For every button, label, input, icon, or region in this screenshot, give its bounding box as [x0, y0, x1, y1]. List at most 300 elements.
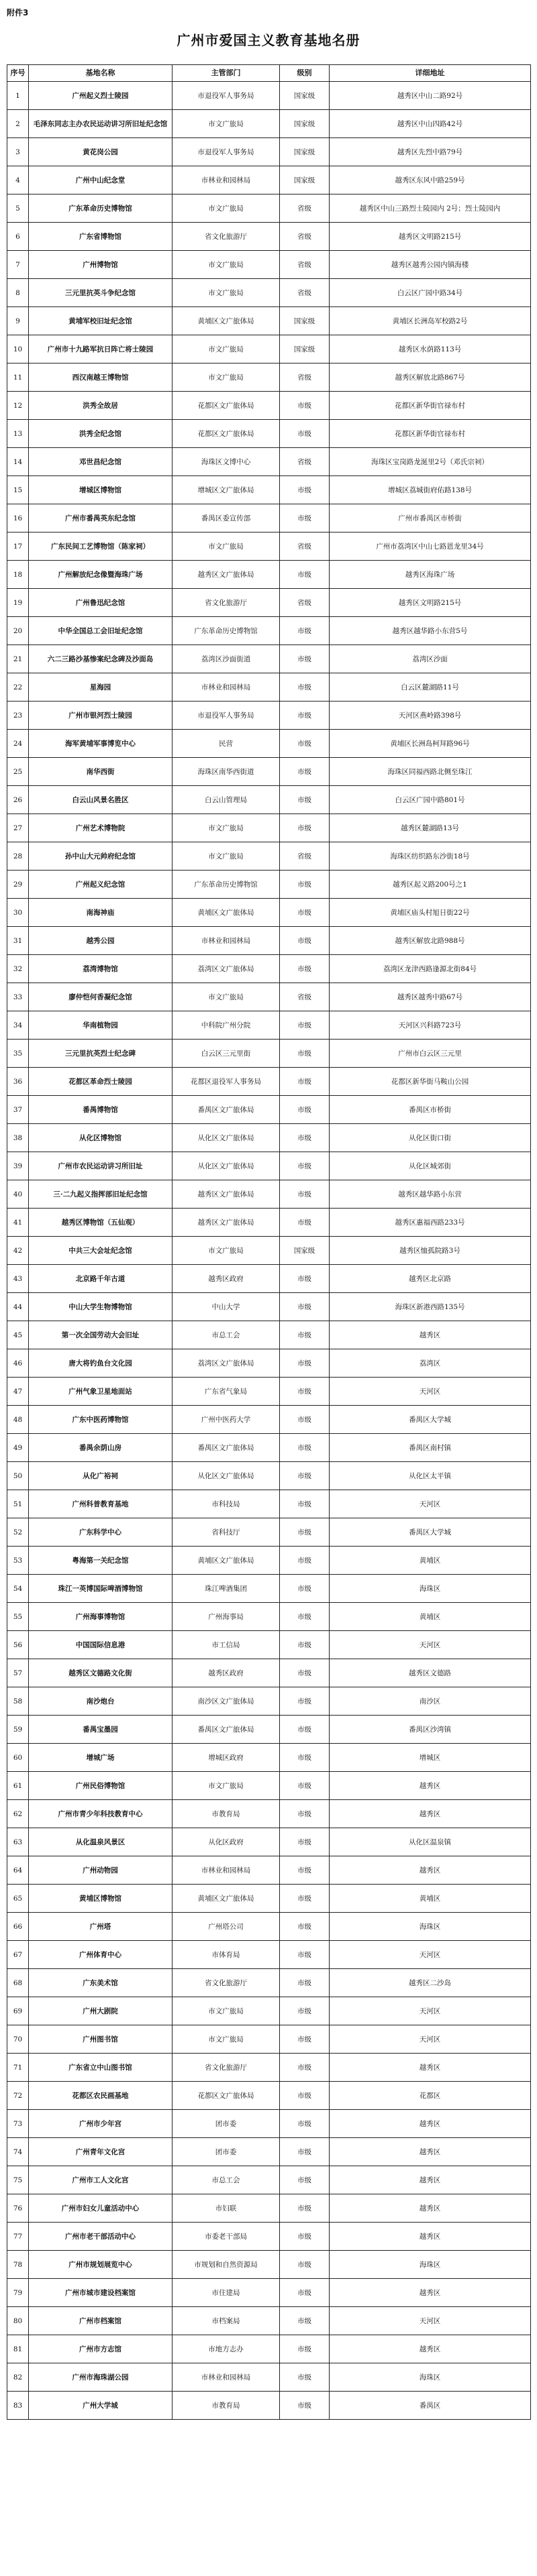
- cell-address: 花都区: [330, 2082, 531, 2110]
- cell-level: 市级: [280, 617, 330, 645]
- cell-department: 花都区文广旅体局: [173, 392, 280, 420]
- table-row: [7, 1124, 531, 1152]
- cell-base-name: 珠江一英博国际啤酒博物馆: [29, 1575, 173, 1603]
- cell-level: 市级: [280, 702, 330, 730]
- cell-level: 省级: [280, 251, 330, 279]
- table-row: [7, 1828, 531, 1856]
- cell-department: 市文广旅局: [173, 279, 280, 307]
- cell-number: 59: [7, 1716, 29, 1744]
- cell-department: 市林业和园林局: [173, 927, 280, 955]
- cell-level: 市级: [280, 1631, 330, 1659]
- cell-number: 79: [7, 2279, 29, 2307]
- cell-address: 越秀区: [330, 2279, 531, 2307]
- cell-address: 天河区: [330, 2307, 531, 2335]
- cell-number: 6: [7, 223, 29, 251]
- cell-base-name: 广州市工人文化宫: [29, 2166, 173, 2194]
- cell-base-name: 广东省立中山图书馆: [29, 2054, 173, 2082]
- table-row: [7, 504, 531, 533]
- cell-number: 53: [7, 1547, 29, 1575]
- cell-level: 市级: [280, 1096, 330, 1124]
- cell-base-name: 广州青年文化宫: [29, 2138, 173, 2166]
- cell-address: 越秀区东风中路259号: [330, 166, 531, 194]
- cell-level: 市级: [280, 899, 330, 927]
- table-row: [7, 2138, 531, 2166]
- cell-number: 46: [7, 1349, 29, 1378]
- table-row: [7, 2251, 531, 2279]
- cell-level: 市级: [280, 1913, 330, 1941]
- cell-department: 团市委: [173, 2110, 280, 2138]
- cell-level: 国家级: [280, 138, 330, 166]
- cell-department: 从化区政府: [173, 1828, 280, 1856]
- cell-base-name: 广东省博物馆: [29, 223, 173, 251]
- table-row: [7, 842, 531, 871]
- cell-address: 广州市荔湾区中山七路恩龙里34号: [330, 533, 531, 561]
- cell-address: 荔湾区沙面: [330, 645, 531, 673]
- table-row: [7, 1068, 531, 1096]
- cell-address: 天河区燕岭路398号: [330, 702, 531, 730]
- cell-department: 市文广旅局: [173, 110, 280, 138]
- cell-base-name: 广州市青少年科技教育中心: [29, 1800, 173, 1828]
- cell-number: 7: [7, 251, 29, 279]
- table-row: [7, 1293, 531, 1321]
- table-row: [7, 1321, 531, 1349]
- cell-address: 越秀区文明路215号: [330, 223, 531, 251]
- cell-number: 19: [7, 589, 29, 617]
- cell-number: 55: [7, 1603, 29, 1631]
- cell-base-name: 海军黄埔军事博览中心: [29, 730, 173, 758]
- cell-department: 番禺区文广旅体局: [173, 1716, 280, 1744]
- cell-number: 42: [7, 1237, 29, 1265]
- cell-department: 市文广旅局: [173, 1237, 280, 1265]
- cell-address: 番禺区南村镇: [330, 1434, 531, 1462]
- cell-level: 市级: [280, 1378, 330, 1406]
- cell-department: 市林业和园林局: [173, 2363, 280, 2392]
- cell-department: 市体育局: [173, 1941, 280, 1969]
- cell-department: 广东省气象局: [173, 1378, 280, 1406]
- cell-department: 广州塔公司: [173, 1913, 280, 1941]
- table-row: [7, 1265, 531, 1293]
- cell-department: 市文广旅局: [173, 814, 280, 842]
- table-row: [7, 1631, 531, 1659]
- cell-department: 中科院广州分院: [173, 1011, 280, 1040]
- cell-department: 市林业和园林局: [173, 1856, 280, 1885]
- cell-level: 省级: [280, 589, 330, 617]
- cell-base-name: 中华全国总工会旧址纪念馆: [29, 617, 173, 645]
- cell-address: 越秀区越秀中路67号: [330, 983, 531, 1011]
- cell-base-name: 广州民俗博物馆: [29, 1772, 173, 1800]
- table-row: [7, 166, 531, 194]
- cell-number: 8: [7, 279, 29, 307]
- cell-department: 中山大学: [173, 1293, 280, 1321]
- cell-number: 27: [7, 814, 29, 842]
- table-row: [7, 2392, 531, 2420]
- table-row: [7, 1800, 531, 1828]
- cell-level: 市级: [280, 814, 330, 842]
- cell-address: 广州市番禺区市桥街: [330, 504, 531, 533]
- cell-base-name: 广州市银河烈士陵园: [29, 702, 173, 730]
- cell-level: 市级: [280, 645, 330, 673]
- cell-number: 64: [7, 1856, 29, 1885]
- table-row: [7, 702, 531, 730]
- cell-address: 从化区太平镇: [330, 1462, 531, 1490]
- cell-level: 市级: [280, 871, 330, 899]
- cell-address: 海珠区新港西路135号: [330, 1293, 531, 1321]
- cell-address: 从化区温泉镇: [330, 1828, 531, 1856]
- cell-level: 市级: [280, 758, 330, 786]
- header-base-name: 基地名称: [29, 65, 173, 82]
- cell-department: 广东革命历史博物馆: [173, 871, 280, 899]
- cell-address: 越秀区越秀公园内镇海楼: [330, 251, 531, 279]
- cell-department: 市退役军人事务局: [173, 82, 280, 110]
- cell-base-name: 广州市档案馆: [29, 2307, 173, 2335]
- cell-department: 市地方志办: [173, 2335, 280, 2363]
- cell-base-name: 广州艺术博物院: [29, 814, 173, 842]
- cell-department: 越秀区文广旅体局: [173, 1180, 280, 1209]
- registry-table: [7, 64, 531, 2420]
- cell-address: 天河区兴科路723号: [330, 1011, 531, 1040]
- cell-base-name: 广州鲁迅纪念馆: [29, 589, 173, 617]
- table-row: [7, 1209, 531, 1237]
- cell-number: 5: [7, 194, 29, 223]
- cell-department: 广州中医药大学: [173, 1406, 280, 1434]
- cell-level: 市级: [280, 476, 330, 504]
- table-row: [7, 561, 531, 589]
- table-row: [7, 1687, 531, 1716]
- table-row: [7, 617, 531, 645]
- cell-department: 市文广旅局: [173, 1772, 280, 1800]
- table-row: [7, 251, 531, 279]
- cell-department: 市文广旅局: [173, 983, 280, 1011]
- cell-base-name: 广州市农民运动讲习所旧址: [29, 1152, 173, 1180]
- cell-address: 越秀区中山四路42号: [330, 110, 531, 138]
- cell-address: 越秀区越华路小东营: [330, 1180, 531, 1209]
- table-row: [7, 1772, 531, 1800]
- cell-department: 市退役军人事务局: [173, 702, 280, 730]
- cell-base-name: 黄埔区博物馆: [29, 1885, 173, 1913]
- cell-address: 海珠区: [330, 2251, 531, 2279]
- cell-level: 市级: [280, 2251, 330, 2279]
- cell-level: 市级: [280, 1209, 330, 1237]
- cell-number: 35: [7, 1040, 29, 1068]
- table-row: [7, 392, 531, 420]
- cell-address: 越秀区解放北路988号: [330, 927, 531, 955]
- cell-base-name: 唐大将钓鱼台文化园: [29, 1349, 173, 1378]
- cell-level: 市级: [280, 2166, 330, 2194]
- cell-number: 63: [7, 1828, 29, 1856]
- cell-level: 市级: [280, 1321, 330, 1349]
- cell-department: 越秀区政府: [173, 1659, 280, 1687]
- cell-number: 28: [7, 842, 29, 871]
- cell-department: 市文广旅局: [173, 251, 280, 279]
- cell-level: 市级: [280, 2082, 330, 2110]
- cell-level: 市级: [280, 1603, 330, 1631]
- cell-address: 从化区城郊街: [330, 1152, 531, 1180]
- table-row: [7, 1349, 531, 1378]
- cell-level: 国家级: [280, 82, 330, 110]
- cell-base-name: 北京路千年古道: [29, 1265, 173, 1293]
- cell-address: 从化区街口街: [330, 1124, 531, 1152]
- cell-level: 市级: [280, 2194, 330, 2223]
- cell-department: 民营: [173, 730, 280, 758]
- cell-department: 白云山管理局: [173, 786, 280, 814]
- cell-department: 市文广旅局: [173, 842, 280, 871]
- cell-base-name: 南华西街: [29, 758, 173, 786]
- cell-level: 省级: [280, 448, 330, 476]
- cell-level: 省级: [280, 983, 330, 1011]
- table-row: [7, 2194, 531, 2223]
- cell-level: 省级: [280, 842, 330, 871]
- cell-level: 国家级: [280, 307, 330, 335]
- cell-base-name: 广州市老干部活动中心: [29, 2223, 173, 2251]
- cell-address: 海珠区同福西路北侧至珠江: [330, 758, 531, 786]
- cell-address: 越秀区海珠广场: [330, 561, 531, 589]
- cell-address: 越秀区中山二路92号: [330, 82, 531, 110]
- cell-base-name: 广州市妇女儿童活动中心: [29, 2194, 173, 2223]
- cell-base-name: 广州塔: [29, 1913, 173, 1941]
- table-row: [7, 1941, 531, 1969]
- cell-number: 33: [7, 983, 29, 1011]
- cell-level: 国家级: [280, 166, 330, 194]
- cell-base-name: 越秀公园: [29, 927, 173, 955]
- table-row: [7, 955, 531, 983]
- cell-number: 4: [7, 166, 29, 194]
- table-row: [7, 1997, 531, 2025]
- table-row: [7, 110, 531, 138]
- table-row: [7, 1969, 531, 1997]
- cell-address: 越秀区先烈中路79号: [330, 138, 531, 166]
- cell-department: 从化区文广旅体局: [173, 1462, 280, 1490]
- cell-number: 12: [7, 392, 29, 420]
- cell-number: 20: [7, 617, 29, 645]
- cell-level: 国家级: [280, 110, 330, 138]
- attachment-label: 附件3: [7, 8, 29, 17]
- cell-base-name: 番禺余荫山房: [29, 1434, 173, 1462]
- cell-base-name: 中共三大会址纪念馆: [29, 1237, 173, 1265]
- cell-department: 荔湾区文广旅体局: [173, 1349, 280, 1378]
- cell-level: 国家级: [280, 335, 330, 363]
- table-row: [7, 814, 531, 842]
- header-number: 序号: [7, 65, 29, 82]
- cell-number: 51: [7, 1490, 29, 1518]
- cell-number: 60: [7, 1744, 29, 1772]
- table-row: [7, 1885, 531, 1913]
- cell-number: 10: [7, 335, 29, 363]
- cell-address: 番禺区沙湾镇: [330, 1716, 531, 1744]
- cell-base-name: 广州动物园: [29, 1856, 173, 1885]
- document-title: 广州市爱国主义教育基地名册: [177, 32, 360, 48]
- cell-address: 海珠区宝岗路龙涎里2号（邓氏宗祠）: [330, 448, 531, 476]
- cell-number: 65: [7, 1885, 29, 1913]
- table-row: [7, 2082, 531, 2110]
- cell-level: 市级: [280, 1772, 330, 1800]
- cell-department: 黄埔区文广旅体局: [173, 899, 280, 927]
- table-row: [7, 448, 531, 476]
- cell-number: 9: [7, 307, 29, 335]
- cell-number: 16: [7, 504, 29, 533]
- cell-number: 54: [7, 1575, 29, 1603]
- cell-department: 市工信局: [173, 1631, 280, 1659]
- cell-address: 天河区: [330, 1997, 531, 2025]
- cell-base-name: 三·二九起义指挥部旧址纪念馆: [29, 1180, 173, 1209]
- cell-number: 37: [7, 1096, 29, 1124]
- cell-base-name: 南海神庙: [29, 899, 173, 927]
- cell-department: 市文广旅局: [173, 363, 280, 392]
- cell-number: 17: [7, 533, 29, 561]
- header-department: 主管部门: [173, 65, 280, 82]
- cell-department: 市林业和园林局: [173, 166, 280, 194]
- cell-level: 市级: [280, 2307, 330, 2335]
- cell-base-name: 第一次全国劳动大会旧址: [29, 1321, 173, 1349]
- cell-level: 市级: [280, 1124, 330, 1152]
- cell-number: 68: [7, 1969, 29, 1997]
- cell-number: 73: [7, 2110, 29, 2138]
- cell-number: 69: [7, 1997, 29, 2025]
- cell-level: 市级: [280, 504, 330, 533]
- cell-address: 天河区: [330, 2025, 531, 2054]
- cell-number: 24: [7, 730, 29, 758]
- cell-address: 越秀区: [330, 2335, 531, 2363]
- cell-base-name: 粤海第一关纪念馆: [29, 1547, 173, 1575]
- cell-number: 22: [7, 673, 29, 702]
- cell-address: 番禺区大学城: [330, 1518, 531, 1547]
- cell-department: 黄埔区文广旅体局: [173, 1885, 280, 1913]
- cell-address: 越秀区麓湖路13号: [330, 814, 531, 842]
- cell-number: 72: [7, 2082, 29, 2110]
- table-row: [7, 1856, 531, 1885]
- cell-department: 珠江啤酒集团: [173, 1575, 280, 1603]
- cell-level: 市级: [280, 1040, 330, 1068]
- cell-base-name: 广州解放纪念像暨海珠广场: [29, 561, 173, 589]
- table-row: [7, 758, 531, 786]
- table-row: [7, 983, 531, 1011]
- cell-number: 31: [7, 927, 29, 955]
- cell-department: 白云区三元里街: [173, 1040, 280, 1068]
- table-row: [7, 589, 531, 617]
- cell-number: 43: [7, 1265, 29, 1293]
- cell-address: 越秀区北京路: [330, 1265, 531, 1293]
- cell-department: 省科技厅: [173, 1518, 280, 1547]
- cell-level: 市级: [280, 420, 330, 448]
- cell-number: 57: [7, 1659, 29, 1687]
- table-row: [7, 1490, 531, 1518]
- table-row: [7, 2025, 531, 2054]
- table-row: [7, 1378, 531, 1406]
- cell-level: 市级: [280, 1349, 330, 1378]
- cell-number: 74: [7, 2138, 29, 2166]
- cell-base-name: 黄花岗公园: [29, 138, 173, 166]
- table-row: [7, 1744, 531, 1772]
- cell-base-name: 花都区农民画基地: [29, 2082, 173, 2110]
- cell-number: 45: [7, 1321, 29, 1349]
- table-row: [7, 223, 531, 251]
- cell-address: 增城区荔城街府佑路138号: [330, 476, 531, 504]
- cell-number: 23: [7, 702, 29, 730]
- cell-address: 白云区广园中路34号: [330, 279, 531, 307]
- cell-address: 荔湾区: [330, 1349, 531, 1378]
- cell-department: 花都区退役军人事务局: [173, 1068, 280, 1096]
- cell-level: 市级: [280, 1180, 330, 1209]
- cell-base-name: 从化温泉风景区: [29, 1828, 173, 1856]
- cell-base-name: 广州市少年宫: [29, 2110, 173, 2138]
- cell-address: 黄埔区长洲岛柯拜路96号: [330, 730, 531, 758]
- cell-level: 市级: [280, 561, 330, 589]
- cell-address: 越秀区恤孤院路3号: [330, 1237, 531, 1265]
- cell-address: 越秀区: [330, 1772, 531, 1800]
- table-row: [7, 1406, 531, 1434]
- cell-address: 越秀区文德路: [330, 1659, 531, 1687]
- cell-level: 市级: [280, 2223, 330, 2251]
- cell-address: 越秀区水荫路113号: [330, 335, 531, 363]
- cell-address: 黄埔区庙头村旭日街22号: [330, 899, 531, 927]
- cell-number: 78: [7, 2251, 29, 2279]
- cell-base-name: 三元里抗英烈士纪念碑: [29, 1040, 173, 1068]
- cell-base-name: 南沙炮台: [29, 1687, 173, 1716]
- cell-base-name: 越秀区博物馆（五仙观）: [29, 1209, 173, 1237]
- cell-number: 36: [7, 1068, 29, 1096]
- cell-address: 白云区广园中路801号: [330, 786, 531, 814]
- cell-base-name: 广州体育中心: [29, 1941, 173, 1969]
- cell-department: 省文化旅游厅: [173, 223, 280, 251]
- cell-base-name: 广州起义烈士陵园: [29, 82, 173, 110]
- cell-level: 国家级: [280, 1237, 330, 1265]
- cell-address: 越秀区: [330, 2054, 531, 2082]
- cell-level: 省级: [280, 223, 330, 251]
- cell-department: 花都区文广旅体局: [173, 2082, 280, 2110]
- cell-number: 41: [7, 1209, 29, 1237]
- cell-number: 30: [7, 899, 29, 927]
- cell-department: 广州海事局: [173, 1603, 280, 1631]
- cell-level: 市级: [280, 673, 330, 702]
- cell-level: 市级: [280, 2025, 330, 2054]
- cell-base-name: 花都区革命烈士陵园: [29, 1068, 173, 1096]
- cell-department: 番禺区文广旅体局: [173, 1096, 280, 1124]
- table-row: [7, 673, 531, 702]
- cell-number: 52: [7, 1518, 29, 1547]
- cell-number: 83: [7, 2392, 29, 2420]
- cell-number: 25: [7, 758, 29, 786]
- table-row: [7, 899, 531, 927]
- cell-number: 71: [7, 2054, 29, 2082]
- table-row: [7, 1518, 531, 1547]
- cell-level: 市级: [280, 1406, 330, 1434]
- cell-base-name: 番禺宝墨园: [29, 1716, 173, 1744]
- table-row: [7, 476, 531, 504]
- cell-level: 市级: [280, 927, 330, 955]
- cell-number: 40: [7, 1180, 29, 1209]
- cell-level: 市级: [280, 1744, 330, 1772]
- cell-number: 34: [7, 1011, 29, 1040]
- cell-base-name: 荔湾博物馆: [29, 955, 173, 983]
- cell-number: 38: [7, 1124, 29, 1152]
- table-row: [7, 1040, 531, 1068]
- cell-number: 58: [7, 1687, 29, 1716]
- cell-base-name: 广州气象卫星地面站: [29, 1378, 173, 1406]
- cell-department: 黄埔区文广旅体局: [173, 1547, 280, 1575]
- cell-department: 市文广旅局: [173, 2025, 280, 2054]
- cell-number: 47: [7, 1378, 29, 1406]
- cell-department: 荔湾区文广旅体局: [173, 955, 280, 983]
- cell-department: 市教育局: [173, 2392, 280, 2420]
- cell-address: 越秀区: [330, 2223, 531, 2251]
- cell-base-name: 广东民间工艺博物馆（陈家祠）: [29, 533, 173, 561]
- cell-base-name: 广东革命历史博物馆: [29, 194, 173, 223]
- cell-address: 番禺区大学城: [330, 1406, 531, 1434]
- cell-address: 黄埔区长洲岛军校路2号: [330, 307, 531, 335]
- cell-base-name: 增城区博物馆: [29, 476, 173, 504]
- cell-base-name: 广州博物馆: [29, 251, 173, 279]
- cell-level: 市级: [280, 2054, 330, 2082]
- cell-number: 21: [7, 645, 29, 673]
